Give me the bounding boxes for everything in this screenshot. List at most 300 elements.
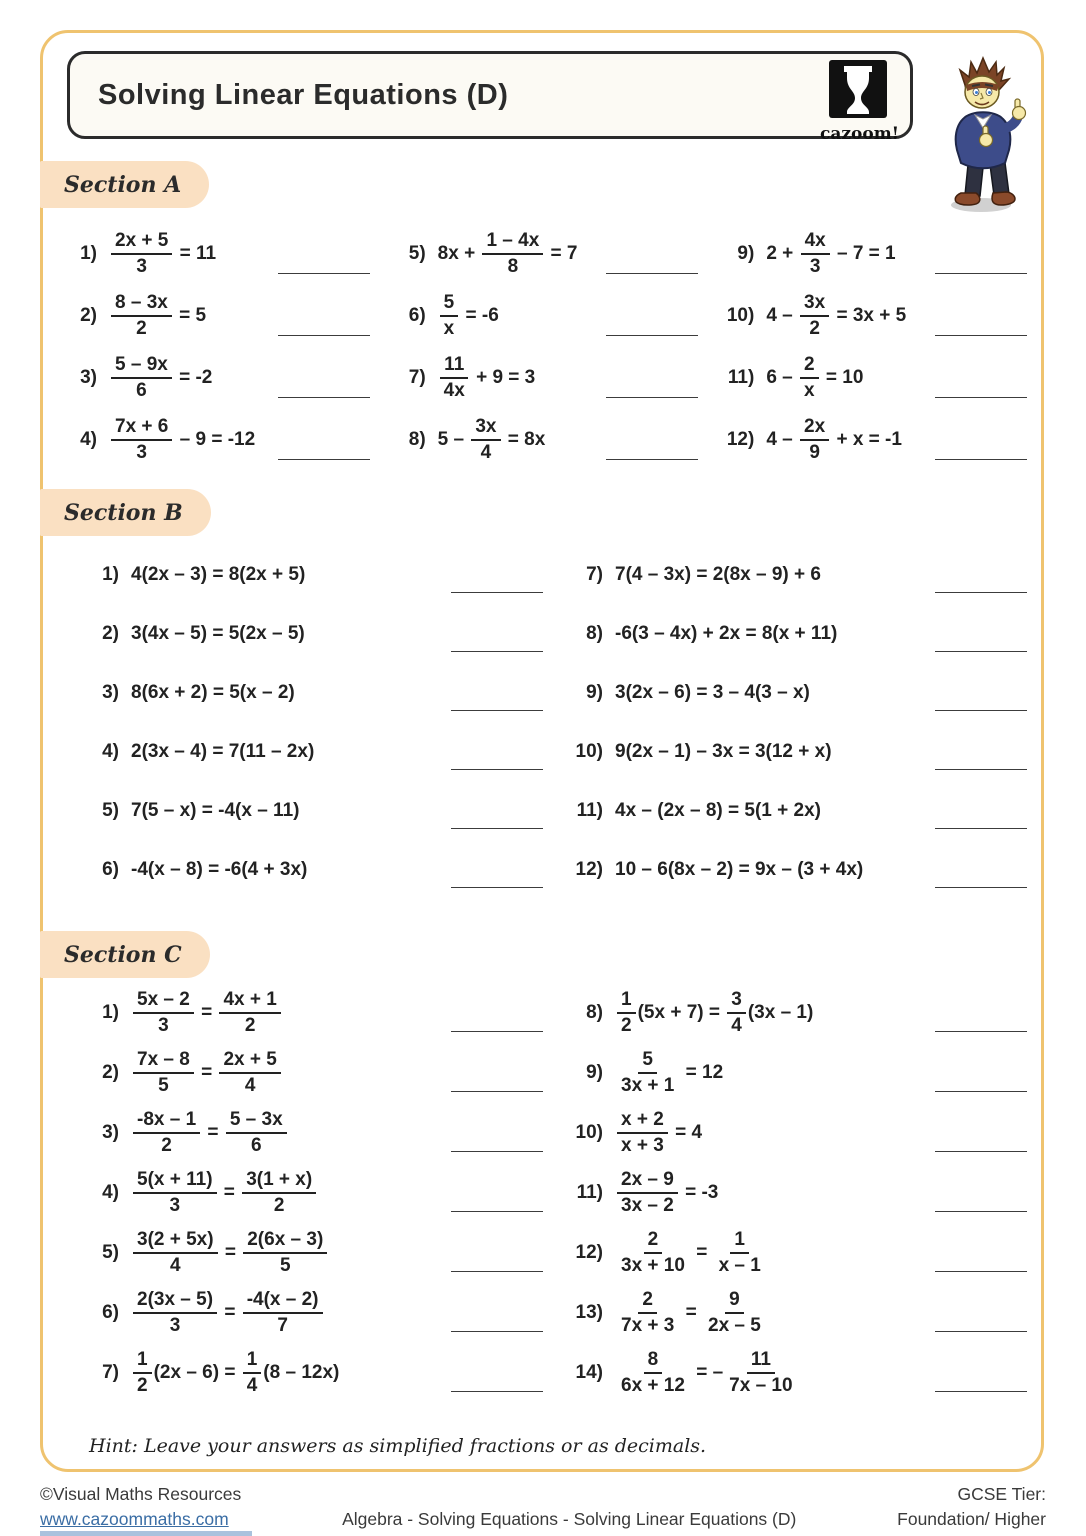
equation-text: = [195, 1002, 218, 1023]
equation [615, 1170, 935, 1216]
equation [131, 1350, 451, 1396]
question-number: 9) [586, 1062, 603, 1083]
question-row [557, 1103, 1027, 1163]
fraction-denominator: 4 [731, 1015, 742, 1036]
equation-text: 4(2x – 3) = 8(2x + 5) [131, 563, 306, 585]
fraction-denominator: 7x – 10 [729, 1375, 793, 1396]
mascot-boy-illustration [933, 55, 1033, 215]
fraction [133, 1230, 218, 1276]
fraction-denominator: 3 [169, 1195, 181, 1216]
question-number: 2) [102, 1062, 119, 1083]
equation [131, 800, 451, 822]
fraction [440, 293, 459, 339]
answer-line[interactable] [451, 1091, 543, 1092]
equation [438, 231, 607, 277]
equation-text: – 7 = 1 [831, 243, 896, 264]
equation-text: 3(2x – 6) = 3 – 4(3 – x) [615, 681, 810, 703]
fraction-denominator: 2 [621, 1015, 632, 1036]
equation [109, 231, 278, 277]
section-c-questions [73, 983, 1027, 1403]
question-number: 4) [80, 429, 97, 450]
equation [615, 800, 935, 822]
fraction-denominator: 2x – 5 [708, 1315, 761, 1336]
equation [131, 1170, 451, 1216]
fraction-numerator: 11 [440, 355, 468, 379]
equation [615, 1230, 935, 1276]
question-row [55, 223, 370, 285]
fraction-numerator: 1 [133, 1350, 152, 1374]
answer-line[interactable] [935, 335, 1027, 336]
question-row [557, 722, 1027, 781]
section-b-tab [40, 489, 211, 536]
answer-line[interactable] [935, 887, 1027, 888]
equation-text: = 7 [545, 243, 578, 264]
question-number: 8) [586, 622, 603, 644]
question-row [73, 983, 543, 1043]
equation [615, 682, 935, 704]
equation [438, 417, 607, 463]
fraction-denominator: 2 [137, 1375, 148, 1396]
fraction-numerator: 5 [440, 293, 459, 317]
fraction-numerator: 9 [725, 1290, 744, 1314]
equation [438, 355, 607, 401]
fraction-denominator: 6 [250, 1135, 262, 1156]
fraction-denominator: 3 [136, 442, 147, 463]
section-a-questions [55, 223, 1027, 471]
question-number: 14) [575, 1362, 603, 1383]
answer-line[interactable] [278, 459, 370, 460]
equation [131, 1110, 451, 1156]
question-number: 12) [726, 429, 755, 450]
fraction [111, 417, 172, 463]
question-row [73, 545, 543, 604]
fraction-denominator: 6x + 12 [621, 1375, 685, 1396]
fraction-numerator: -8x – 1 [133, 1110, 200, 1134]
footer-tier [897, 1482, 1046, 1531]
question-row [384, 223, 699, 285]
equation [615, 1050, 935, 1096]
question-row [73, 722, 543, 781]
section-c-label: Section C [64, 941, 182, 968]
equation-text: 4x – (2x – 8) = 5(1 + 2x) [615, 799, 821, 821]
fraction [242, 1170, 316, 1216]
cazoommaths-link[interactable]: www.cazoommaths.com [40, 1508, 229, 1529]
equation [109, 417, 278, 463]
fraction-numerator: 2(3x – 5) [133, 1290, 217, 1314]
fraction-denominator: 5 [158, 1075, 169, 1096]
equation-text: (2x – 6) = [153, 1362, 241, 1383]
fraction-numerator: 5x – 2 [133, 990, 194, 1014]
answer-line[interactable] [606, 397, 698, 398]
fraction-denominator: 4 [246, 1375, 258, 1396]
fraction-denominator: x – 1 [718, 1255, 761, 1276]
fraction [800, 417, 829, 463]
fraction-denominator: 3x – 2 [621, 1195, 674, 1216]
fraction-numerator: 2(6x – 3) [243, 1230, 327, 1254]
equation-text: (5x + 7) = [637, 1002, 726, 1023]
question-row [73, 781, 543, 840]
question-row [557, 1343, 1027, 1403]
fraction [219, 1050, 280, 1096]
answer-line[interactable] [278, 397, 370, 398]
fraction-numerator: 4x [801, 231, 830, 255]
question-row [557, 781, 1027, 840]
equation [131, 741, 451, 763]
fraction-denominator: 3 [169, 1315, 181, 1336]
equation-text: = – [690, 1362, 724, 1383]
equation [766, 417, 935, 463]
equation [438, 293, 607, 339]
fraction [715, 1230, 765, 1276]
question-number: 12) [575, 1242, 603, 1263]
fraction [727, 990, 746, 1036]
equation-text: = 4 [669, 1122, 703, 1143]
fraction-numerator: 11 [747, 1350, 775, 1374]
question-number: 11) [576, 1182, 603, 1203]
question-row [55, 285, 370, 347]
question-row [73, 663, 543, 722]
answer-line[interactable] [935, 592, 1027, 593]
fraction-denominator: 3x + 1 [621, 1075, 675, 1096]
answer-line[interactable] [935, 1331, 1027, 1332]
question-number: 11) [727, 367, 755, 388]
equation-text: 3(4x – 5) = 5(2x – 5) [131, 622, 305, 644]
worksheet-title: Solving Linear Equations (D) [98, 78, 509, 111]
hint-text: Hint: Leave your answers as simplified fractions or as decimals. [89, 1435, 707, 1457]
question-row [73, 604, 543, 663]
fraction [133, 990, 194, 1036]
fraction [133, 1170, 217, 1216]
equation [615, 1350, 935, 1396]
fraction-numerator: 7x + 6 [111, 417, 172, 441]
equation [131, 990, 451, 1036]
equation-text: (3x – 1) [747, 1002, 814, 1023]
fraction [471, 417, 500, 463]
question-row [73, 1163, 543, 1223]
title-box [67, 51, 913, 144]
fraction-numerator: 8 – 3x [111, 293, 172, 317]
question-row [384, 285, 699, 347]
fraction [617, 1170, 678, 1216]
fraction [111, 293, 172, 339]
question-row [557, 663, 1027, 722]
equation [615, 1290, 935, 1336]
equation [131, 1230, 451, 1276]
equation-text: (8 – 12x) [263, 1362, 340, 1383]
fraction [243, 1230, 327, 1276]
fraction-numerator: 2x [800, 417, 829, 441]
equation [109, 355, 278, 401]
worksheet-border [40, 30, 1044, 1472]
answer-line[interactable] [935, 459, 1027, 460]
question-number: 10) [575, 1122, 603, 1143]
question-row [557, 545, 1027, 604]
equation [615, 564, 935, 586]
question-number: 4) [102, 1182, 119, 1203]
equation-text: -6(3 – 4x) + 2x = 8(x + 11) [615, 622, 838, 644]
question-row [557, 1043, 1027, 1103]
answer-line[interactable] [451, 828, 543, 829]
fraction [725, 1350, 796, 1396]
equation-text: = [195, 1062, 218, 1083]
equation-text: 4 – [766, 429, 799, 450]
fraction-numerator: 8 [644, 1350, 663, 1374]
question-number: 3) [80, 367, 97, 388]
fraction-denominator: 3 [136, 256, 147, 277]
fraction-denominator: x [804, 380, 815, 401]
question-number: 5) [102, 799, 119, 821]
equation-text: 2(3x – 4) = 7(11 – 2x) [131, 740, 315, 762]
fraction-denominator: 3 [158, 1015, 169, 1036]
fraction-numerator: 3(1 + x) [242, 1170, 316, 1194]
fraction [617, 1110, 668, 1156]
answer-line[interactable] [935, 828, 1027, 829]
copyright-text: ©Visual Maths Resources [40, 1484, 242, 1504]
answer-line[interactable] [935, 1391, 1027, 1392]
fraction-denominator: 2 [273, 1195, 285, 1216]
equation-text: = 10 [820, 367, 864, 388]
question-row [557, 1283, 1027, 1343]
question-row [73, 1223, 543, 1283]
question-number: 10) [726, 305, 755, 326]
question-number: 9) [737, 243, 755, 264]
footer-left [40, 1482, 241, 1531]
answer-line[interactable] [278, 273, 370, 274]
equation-text: 8x + [437, 243, 481, 264]
equation-text: = -3 [679, 1182, 719, 1203]
equation-text: 7(4 – 3x) = 2(8x – 9) + 6 [615, 563, 821, 585]
tier-label: GCSE Tier: [957, 1484, 1046, 1504]
fraction-numerator: 5 – 3x [226, 1110, 287, 1134]
fraction [133, 1050, 194, 1096]
equation [109, 293, 278, 339]
fraction [440, 355, 469, 401]
fraction-numerator: 1 [243, 1350, 262, 1374]
section-a-tab [40, 161, 209, 208]
equation-text: -4(x – 8) = -6(4 + 3x) [131, 858, 308, 880]
fraction-numerator: x + 2 [617, 1110, 668, 1134]
equation-text: 8(6x + 2) = 5(x – 2) [131, 681, 295, 703]
question-number: 8) [586, 1002, 603, 1023]
question-number: 1) [102, 563, 119, 585]
question-row [557, 1223, 1027, 1283]
question-row [557, 1163, 1027, 1223]
answer-line[interactable] [451, 887, 543, 888]
answer-line[interactable] [935, 1151, 1027, 1152]
fraction-numerator: 1 [617, 990, 636, 1014]
fraction-denominator: x [443, 318, 455, 339]
fraction-numerator: 2 [644, 1230, 663, 1254]
fraction [243, 1350, 262, 1396]
equation [131, 682, 451, 704]
fraction-numerator: 3 [727, 990, 746, 1014]
answer-line[interactable] [935, 397, 1027, 398]
fraction-denominator: 4 [170, 1255, 181, 1276]
question-row [73, 1343, 543, 1403]
question-row [73, 1283, 543, 1343]
fraction-numerator: 5(x + 11) [133, 1170, 217, 1194]
equation [131, 1290, 451, 1336]
fraction [133, 1110, 200, 1156]
fraction-denominator: 4 [480, 442, 492, 463]
fraction [800, 293, 829, 339]
answer-line[interactable] [451, 1271, 543, 1272]
equation [615, 623, 935, 645]
equation [766, 293, 935, 339]
equation-text: 9(2x – 1) – 3x = 3(12 + x) [615, 740, 832, 762]
question-number: 5) [102, 1242, 119, 1263]
fraction-numerator: 4x + 1 [219, 990, 280, 1014]
answer-line[interactable] [606, 273, 698, 274]
equation-text: 6 – [766, 367, 799, 388]
question-row [55, 347, 370, 409]
answer-line[interactable] [935, 273, 1027, 274]
tier-value: Foundation/ Higher [897, 1508, 1046, 1529]
answer-line[interactable] [451, 1151, 543, 1152]
fraction-numerator: 5 – 9x [111, 355, 172, 379]
cropped-bottom-element [40, 1531, 252, 1536]
answer-line[interactable] [935, 769, 1027, 770]
equation-text: = [202, 1122, 224, 1143]
section-b-questions [73, 545, 1027, 899]
fraction-numerator: -4(x – 2) [243, 1290, 323, 1314]
fraction [243, 1290, 323, 1336]
question-number: 3) [102, 681, 119, 703]
answer-line[interactable] [451, 710, 543, 711]
answer-line[interactable] [451, 1031, 543, 1032]
section-a-label: Section A [64, 171, 182, 198]
answer-line[interactable] [278, 335, 370, 336]
question-number: 2) [102, 622, 119, 644]
answer-line[interactable] [451, 1331, 543, 1332]
answer-line[interactable] [451, 1391, 543, 1392]
fraction-numerator: 2x + 5 [219, 1050, 280, 1074]
question-row [712, 223, 1027, 285]
fraction [801, 231, 830, 277]
question-row [384, 347, 699, 409]
section-b-label: Section B [64, 499, 183, 526]
fraction-denominator: 6 [136, 380, 147, 401]
question-number: 4) [102, 740, 119, 762]
equation-text: = [219, 1302, 241, 1323]
equation-text: = [680, 1302, 703, 1323]
fraction [111, 231, 172, 277]
question-number: 2) [80, 305, 97, 326]
equation-text: = [690, 1242, 713, 1263]
question-number: 8) [408, 429, 426, 450]
equation-text: 4 – [766, 305, 799, 326]
fraction-denominator: 2 [136, 318, 147, 339]
equation-text: = 12 [680, 1062, 724, 1083]
answer-line[interactable] [935, 710, 1027, 711]
fraction-numerator: 1 – 4x [482, 231, 543, 255]
fraction-numerator: 2 [638, 1290, 657, 1314]
fraction-denominator: 7 [277, 1315, 288, 1336]
answer-line[interactable] [935, 1091, 1027, 1092]
fraction-denominator: x + 3 [621, 1135, 664, 1156]
equation [131, 1050, 451, 1096]
question-number: 9) [586, 681, 603, 703]
equation-text: – 9 = -12 [174, 429, 256, 450]
equation [615, 741, 935, 763]
fraction-numerator: 2 [800, 355, 819, 379]
fraction-denominator: 4x [443, 380, 465, 401]
equation-text: = -2 [173, 367, 213, 388]
fraction-denominator: 2 [161, 1135, 172, 1156]
question-number: 5) [408, 243, 426, 264]
question-number: 13) [575, 1302, 603, 1323]
answer-line[interactable] [935, 651, 1027, 652]
fraction-numerator: 2x + 5 [111, 231, 172, 255]
fraction-denominator: 4 [244, 1075, 256, 1096]
equation [615, 1110, 935, 1156]
equation-text: = 3x + 5 [831, 305, 907, 326]
answer-line[interactable] [451, 651, 543, 652]
equation-text: = 11 [174, 243, 217, 264]
fraction-numerator: 5 [638, 1050, 657, 1074]
answer-line[interactable] [451, 769, 543, 770]
question-row [384, 409, 699, 471]
equation [615, 859, 935, 881]
fraction [219, 990, 280, 1036]
fraction [617, 1050, 678, 1096]
question-number: 6) [408, 305, 426, 326]
equation [766, 231, 935, 277]
question-number: 7) [586, 563, 603, 585]
question-number: 7) [102, 1362, 119, 1383]
question-number: 3) [102, 1122, 119, 1143]
answer-line[interactable] [606, 335, 698, 336]
answer-line[interactable] [935, 1211, 1027, 1212]
question-number: 12) [575, 858, 603, 880]
cazoom-logo-text: cazoom! [820, 124, 900, 144]
cazoom-vase-icon [829, 60, 887, 118]
fraction-numerator: 3(2 + 5x) [133, 1230, 218, 1254]
fraction [617, 990, 636, 1036]
fraction-denominator: 8 [507, 256, 519, 277]
question-row [712, 347, 1027, 409]
answer-line[interactable] [451, 1211, 543, 1212]
fraction [133, 1350, 152, 1396]
equation-text: 2 + [766, 243, 799, 264]
question-number: 1) [102, 1002, 119, 1023]
question-row [557, 840, 1027, 899]
fraction-denominator: 3 [809, 256, 821, 277]
fraction-denominator: 2 [809, 318, 820, 339]
fraction-denominator: 3x + 10 [621, 1255, 685, 1276]
question-row [712, 285, 1027, 347]
fraction-numerator: 3x [471, 417, 500, 441]
answer-line[interactable] [935, 1031, 1027, 1032]
fraction-denominator: 2 [244, 1015, 256, 1036]
equation-text: = -6 [460, 305, 499, 326]
fraction [226, 1110, 287, 1156]
equation [766, 355, 935, 401]
question-row [55, 409, 370, 471]
equation-text: + 9 = 3 [470, 367, 536, 388]
answer-line[interactable] [935, 1271, 1027, 1272]
fraction [617, 1290, 678, 1336]
fraction-numerator: 1 [730, 1230, 749, 1254]
fraction-denominator: 9 [809, 442, 820, 463]
equation [131, 623, 451, 645]
question-row [557, 604, 1027, 663]
question-number: 1) [80, 243, 97, 264]
fraction-numerator: 3x [800, 293, 829, 317]
answer-line[interactable] [606, 459, 698, 460]
answer-line[interactable] [451, 592, 543, 593]
question-row [73, 1103, 543, 1163]
